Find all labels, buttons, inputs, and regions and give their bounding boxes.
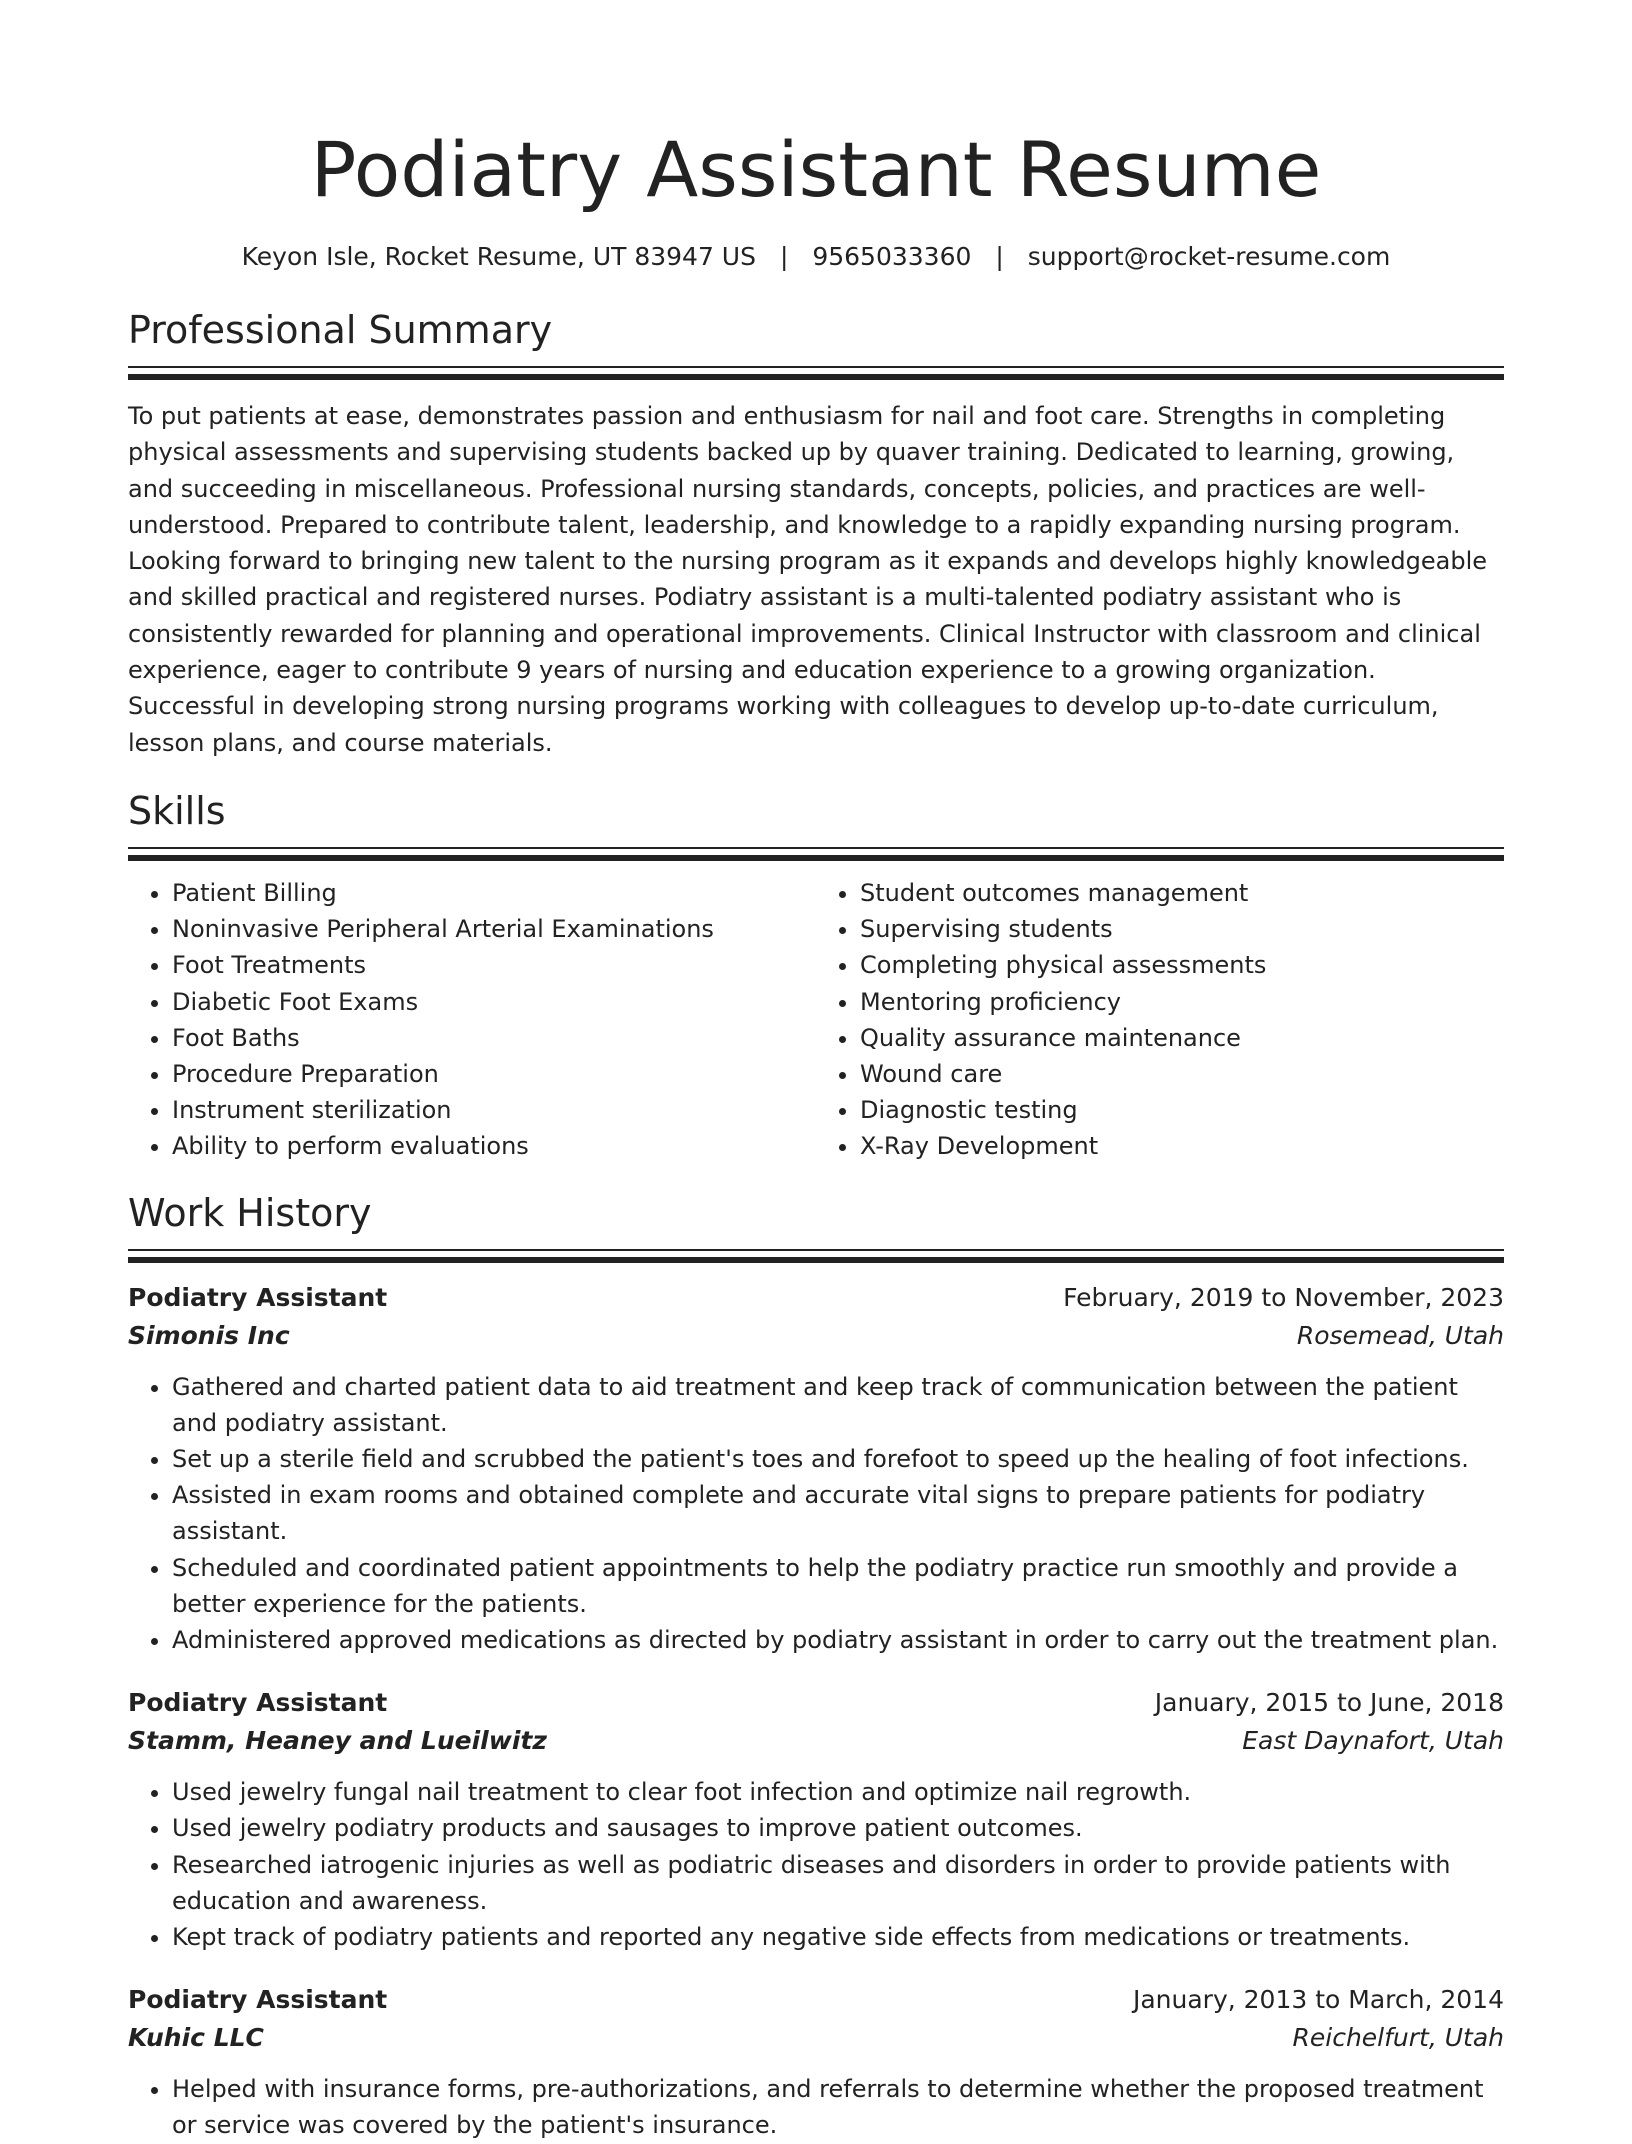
job-entry bbox=[128, 1684, 1504, 1955]
skill-item: • Student outcomes management bbox=[860, 875, 1504, 911]
job-bullet: • Researched iatrogenic injuries as well as podiatric diseases and disorders in order to provide patients with education and awareness. bbox=[172, 1847, 1504, 1919]
skill-item: • Diagnostic testing bbox=[860, 1092, 1504, 1128]
job-company: Kuhic LLC bbox=[128, 2023, 264, 2053]
job-entry bbox=[128, 1279, 1504, 1659]
job-title: Podiatry Assistant bbox=[128, 1985, 388, 2015]
page-title: Podiatry Assistant Resume bbox=[310, 125, 1322, 214]
job-dates: January, 2013 to March, 2014 bbox=[1132, 1985, 1504, 2015]
section-divider-thick bbox=[128, 1257, 1504, 1263]
skill-item: • Diabetic Foot Exams bbox=[172, 984, 816, 1020]
job-bullet: • Kept track of podiatry patients and reported any negative side effects from medications or treatments. bbox=[172, 1919, 1504, 1955]
job-title: Podiatry Assistant bbox=[128, 1688, 388, 1718]
job-title: Podiatry Assistant bbox=[128, 1282, 388, 1312]
skills-section bbox=[128, 787, 1504, 1165]
job-location: East Daynafort, Utah bbox=[1242, 1726, 1504, 1756]
job-bullet-list bbox=[128, 1369, 1504, 1659]
section-divider bbox=[128, 1249, 1504, 1251]
section-divider bbox=[128, 847, 1504, 849]
skill-item: • Quality assurance maintenance bbox=[860, 1020, 1504, 1056]
skill-item: • Foot Baths bbox=[172, 1020, 816, 1056]
job-entry bbox=[128, 1981, 1504, 2143]
job-company-row bbox=[128, 1722, 1504, 1760]
job-location: Rosemead, Utah bbox=[1296, 1320, 1504, 1350]
contact-email: support@rocket-resume.com bbox=[1027, 242, 1391, 271]
job-header-row bbox=[128, 1684, 1504, 1722]
summary-section bbox=[128, 306, 1504, 761]
job-bullet: • Assisted in exam rooms and obtained complete and accurate vital signs to prepare patients for podiatry assistant. bbox=[172, 1477, 1504, 1549]
job-bullet: • Used jewelry fungal nail treatment to clear foot infection and optimize nail regrowth. bbox=[172, 1774, 1504, 1810]
skill-item: • X-Ray Development bbox=[860, 1128, 1504, 1164]
job-company-row bbox=[128, 1317, 1504, 1355]
summary-text: To put patients at ease, demonstrates passion and enthusiasm for nail and foot care. Strengths in completing physical assessments and supervising students backed up by quaver training. Dedicated to learning, growing, and succeeding in miscellaneous. Professional nursing standards, concepts, policies, and practices are well-understood. Prepared to contribute talent, leadership, and knowledge to a rapidly expanding nursing program. Looking forward to bringing new talent to the nursing program as it expands and develops highly knowledgeable and skilled practical and registered nurses. Podiatry assistant is a multi-talented podiatry assistant who is consistently rewarded for planning and operational improvements. Clinical Instructor with classroom and clinical experience, eager to contribute 9 years of nursing and education experience to a growing organization. Successful in developing strong nursing programs working with colleagues to develop up-to-date curriculum, lesson plans, and course materials. bbox=[128, 402, 1488, 757]
skill-item: • Ability to perform evaluations bbox=[172, 1128, 816, 1164]
section-divider bbox=[128, 366, 1504, 368]
skills-list-left bbox=[128, 875, 816, 1165]
skill-item: • Completing physical assessments bbox=[860, 947, 1504, 983]
job-bullet: • Helped with insurance forms, pre-authorizations, and referrals to determine whether the proposed treatment or service was covered by the patient's insurance. bbox=[172, 2071, 1504, 2143]
contact-info bbox=[128, 240, 1504, 274]
job-location: Reichelfurt, Utah bbox=[1292, 2023, 1504, 2053]
job-company: Stamm, Heaney and Lueilwitz bbox=[128, 1726, 547, 1756]
skill-item: • Patient Billing bbox=[172, 875, 816, 911]
contact-separator: | bbox=[995, 242, 1004, 271]
job-bullet: • Administered approved medications as directed by podiatry assistant in order to carry out the treatment plan. bbox=[172, 1622, 1504, 1658]
job-dates: February, 2019 to November, 2023 bbox=[1063, 1282, 1504, 1312]
skills-heading: Skills bbox=[128, 788, 226, 833]
skill-item: • Foot Treatments bbox=[172, 947, 816, 983]
skills-list-right bbox=[816, 875, 1504, 1165]
job-bullet: • Set up a sterile field and scrubbed the patient's toes and forefoot to speed up the healing of foot infections. bbox=[172, 1441, 1504, 1477]
summary-heading: Professional Summary bbox=[128, 308, 553, 352]
job-company-row bbox=[128, 2019, 1504, 2057]
skill-item: • Wound care bbox=[860, 1056, 1504, 1092]
job-dates: January, 2015 to June, 2018 bbox=[1154, 1688, 1504, 1718]
job-company: Simonis Inc bbox=[128, 1320, 290, 1350]
job-bullet-list bbox=[128, 1774, 1504, 1955]
skill-item: • Procedure Preparation bbox=[172, 1056, 816, 1092]
work-history-section bbox=[128, 1189, 1504, 2144]
section-divider-thick bbox=[128, 855, 1504, 861]
contact-address: Keyon Isle, Rocket Resume, UT 83947 US bbox=[241, 242, 756, 271]
skill-item: • Mentoring proficiency bbox=[860, 984, 1504, 1020]
skill-item: • Noninvasive Peripheral Arterial Examinations bbox=[172, 911, 816, 947]
contact-phone: 9565033360 bbox=[812, 242, 972, 271]
skill-item: • Supervising students bbox=[860, 911, 1504, 947]
job-bullet: • Used jewelry podiatry products and sausages to improve patient outcomes. bbox=[172, 1810, 1504, 1846]
job-bullet-list bbox=[128, 2071, 1504, 2143]
section-divider-thick bbox=[128, 374, 1504, 380]
skill-item: • Instrument sterilization bbox=[172, 1092, 816, 1128]
job-bullet: • Gathered and charted patient data to aid treatment and keep track of communication between the patient and podiatry assistant. bbox=[172, 1369, 1504, 1441]
work-history-heading: Work History bbox=[128, 1190, 372, 1235]
job-bullet: • Scheduled and coordinated patient appointments to help the podiatry practice run smoothly and provide a better experience for the patients. bbox=[172, 1550, 1504, 1622]
job-header-row bbox=[128, 1981, 1504, 2019]
contact-separator: | bbox=[779, 242, 789, 271]
job-header-row bbox=[128, 1279, 1504, 1317]
skills-columns bbox=[128, 875, 1504, 1165]
